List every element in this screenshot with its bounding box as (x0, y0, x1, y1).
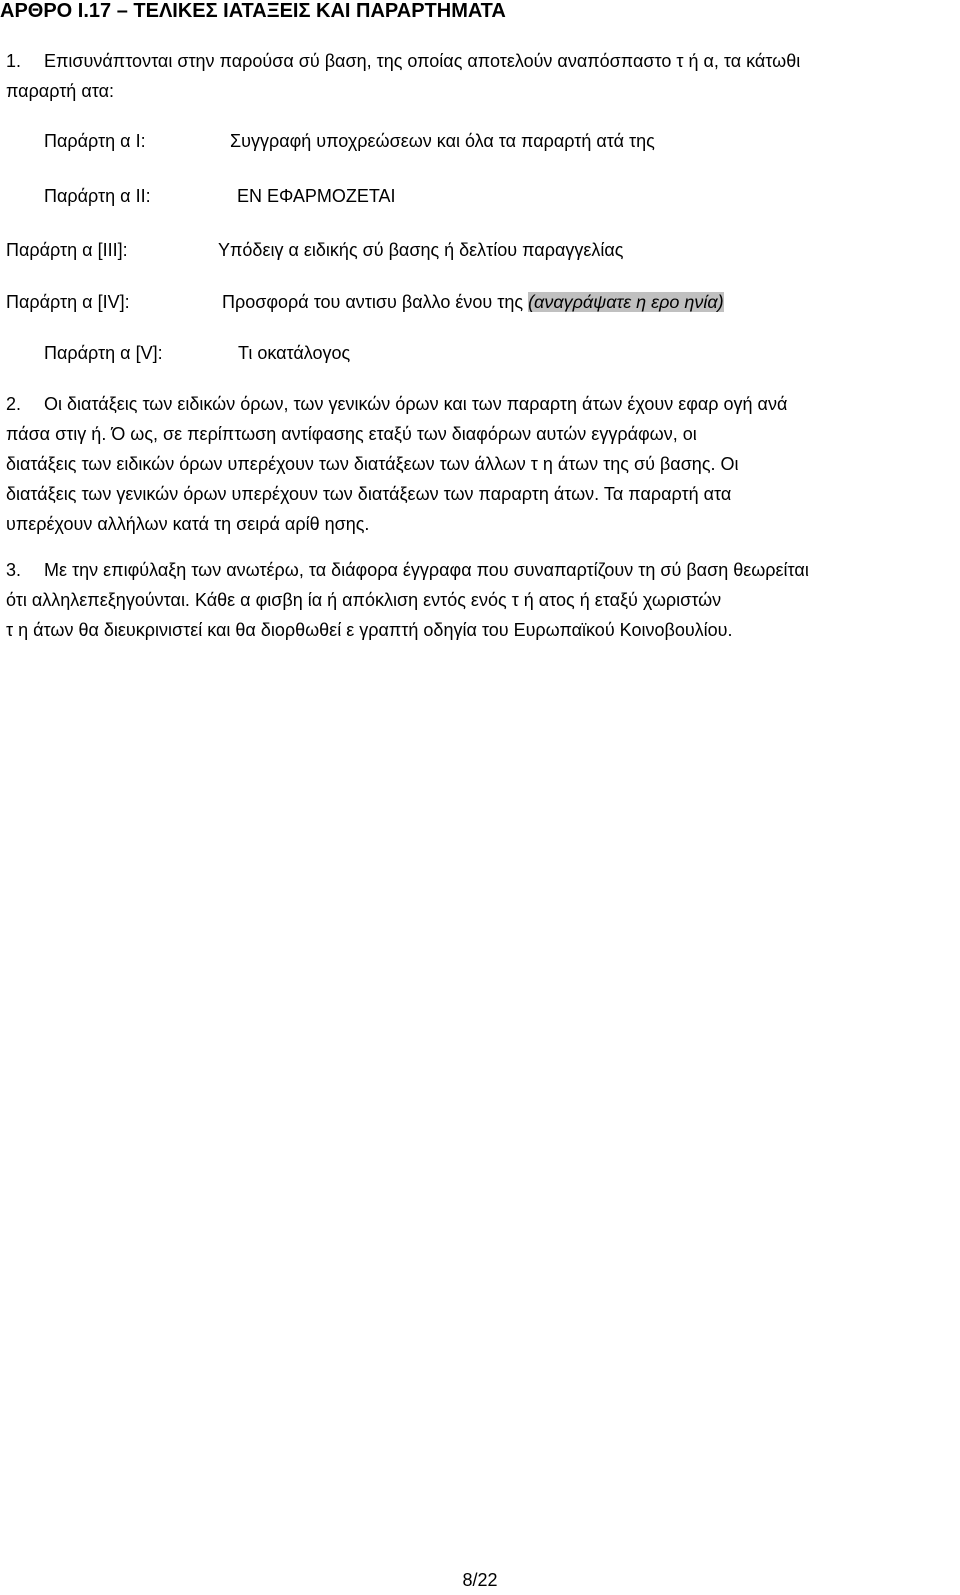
highlighted-placeholder: (αναγράψατε η ερο ηνία) (528, 292, 724, 312)
item-2-line-3: διατάξεις των ειδικών όρων υπερέχουν των διατάξεων των άλλων τ η άτων της σύ βασης. Οι (6, 454, 739, 474)
annex-row-4 (6, 291, 130, 313)
item-3-line-1: Με την επιφύλαξη των ανωτέρω, τα διάφορα έγγραφα που συναπαρτίζουν τη σύ βαση θεωρείται (44, 560, 809, 580)
item-2-line-1: Οι διατάξεις των ειδικών όρων, των γενικών όρων και των παραρτη άτων έχουν εφαρ ογή ανά (44, 394, 788, 414)
item-2-line-4: διατάξεις των γενικών όρων υπερέχουν των διατάξεων των παραρτη άτων. Τα παραρτή ατα (6, 484, 732, 504)
article-heading: ΑΡΘΡΟ Ι.17 – ΤΕΛΙΚΕΣ ΙΑΤΑΞΕΙΣ ΚΑΙ ΠΑΡΑΡΤΗΜΑΤΑ (0, 0, 506, 22)
annex-text-3: Υπόδειγ α ειδικής σύ βασης ή δελτίου παραγγελίας (218, 240, 624, 260)
item-3-line-2: ότι αλληλεπεξηγούνται. Κάθε α φισβη ία ή απόκλιση εντός ενός τ ή ατος ή εταξύ χωριστών (6, 590, 722, 610)
annex-label-3: Παράρτη α [III]: (6, 240, 128, 260)
annex-label-4: Παράρτη α [IV]: (6, 292, 130, 312)
annex-text-4-row (222, 291, 724, 313)
annex-label-1: Παράρτη α I: (44, 131, 146, 151)
item-2-number: 2. (6, 394, 22, 414)
item-1-number: 1. (6, 51, 22, 71)
item-2-line-2: πάσα στιγ ή. Ό ως, σε περίπτωση αντίφασης εταξύ των διαφόρων αυτών εγγράφων, οι (6, 424, 697, 444)
item-1-line-1: Επισυνάπτονται στην παρούσα σύ βαση, της οποίας αποτελούν αναπόσπαστο τ ή α, τα κάτωθι (44, 51, 801, 71)
annex-text-5: Τι οκατάλογος (238, 343, 351, 363)
annex-text-2: ΕΝ ΕΦΑΡΜΟΖΕΤΑΙ (237, 186, 396, 206)
page-number: 8/22 (462, 1570, 498, 1590)
annex-text-4: Προσφορά του αντισυ βαλλο ένου της (222, 292, 524, 312)
annex-label-5: Παράρτη α [V]: (44, 343, 163, 363)
item-3-number: 3. (6, 560, 22, 580)
item-1-line-2: παραρτή ατα: (6, 81, 114, 101)
annex-label-2: Παράρτη α II: (44, 186, 151, 206)
annex-text-1: Συγγραφή υποχρεώσεων και όλα τα παραρτή ατά της (230, 131, 655, 151)
item-2-line-5: υπερέχουν αλλήλων κατά τη σειρά αρίθ ησης. (6, 514, 370, 534)
item-3-line-3: τ η άτων θα διευκρινιστεί και θα διορθωθεί ε γραπτή οδηγία του Ευρωπαϊκού Κοινοβουλίου. (6, 620, 733, 640)
